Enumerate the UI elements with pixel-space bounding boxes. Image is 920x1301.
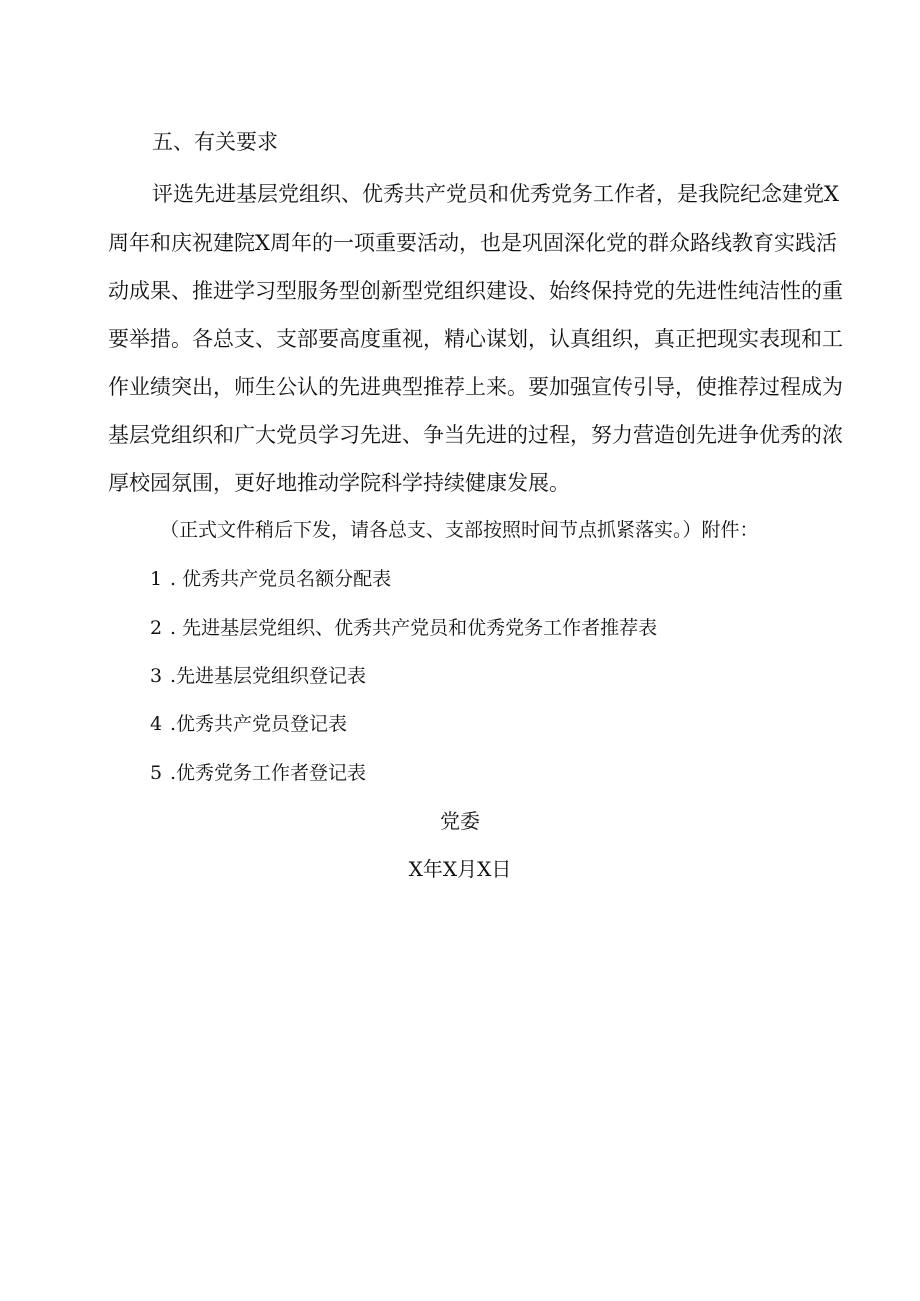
attachment-title: .优秀党务工作者登记表: [170, 762, 367, 784]
attachment-number: 1: [150, 568, 163, 590]
paragraph-line: 动成果、推进学习型服务型创新型党组织建设、始终保持党的先进性纯洁性的重: [108, 279, 843, 303]
paragraph-line: 厚校园氛围，更好地推动学院科学持续健康发展。: [108, 471, 570, 495]
attachment-title: .先进基层党组织登记表: [170, 665, 367, 687]
attachment-number: 3: [150, 665, 163, 687]
section-heading: 五、有关要求: [152, 130, 278, 154]
paragraph-line: 基层党组织和广大党员学习先进、争当先进的过程，努力营造创先进争优秀的浓: [108, 423, 843, 447]
attachment-item: [150, 708, 347, 740]
attachment-number: 4: [150, 713, 163, 735]
note-text: （正式文件稍后下发，请各总支、支部按照时间节点抓紧落实。）附件：: [160, 519, 759, 541]
attachment-title: .优秀共产党员登记表: [170, 713, 348, 735]
attachment-number: 2: [150, 617, 163, 639]
paragraph-line: 作业绩突出，师生公认的先进典型推荐上来。要加强宣传引导，使推荐过程成为: [108, 375, 843, 399]
signature-org: 党委: [440, 809, 480, 833]
attachment-title: . 优秀共产党员名额分配表: [170, 568, 392, 590]
paragraph-line: 评选先进基层党组织、优秀共产党员和优秀党务工作者，是我院纪念建党X: [152, 182, 839, 206]
attachment-number: 5: [150, 762, 163, 784]
paragraph-line: 要举措。各总支、支部要高度重视，精心谋划，认真组织，真正把现实表现和工: [108, 327, 843, 351]
attachment-item: [150, 612, 657, 644]
paragraph-line: 周年和庆祝建院X周年的一项重要活动，也是巩固深化党的群众路线教育实践活: [108, 231, 837, 255]
attachment-title: . 先进基层党组织、优秀共产党员和优秀党务工作者推荐表: [170, 617, 658, 639]
attachment-item: [150, 563, 391, 595]
attachment-item: [150, 660, 366, 692]
attachment-item: [150, 757, 366, 789]
signature-date: X年X月X日: [408, 857, 512, 881]
